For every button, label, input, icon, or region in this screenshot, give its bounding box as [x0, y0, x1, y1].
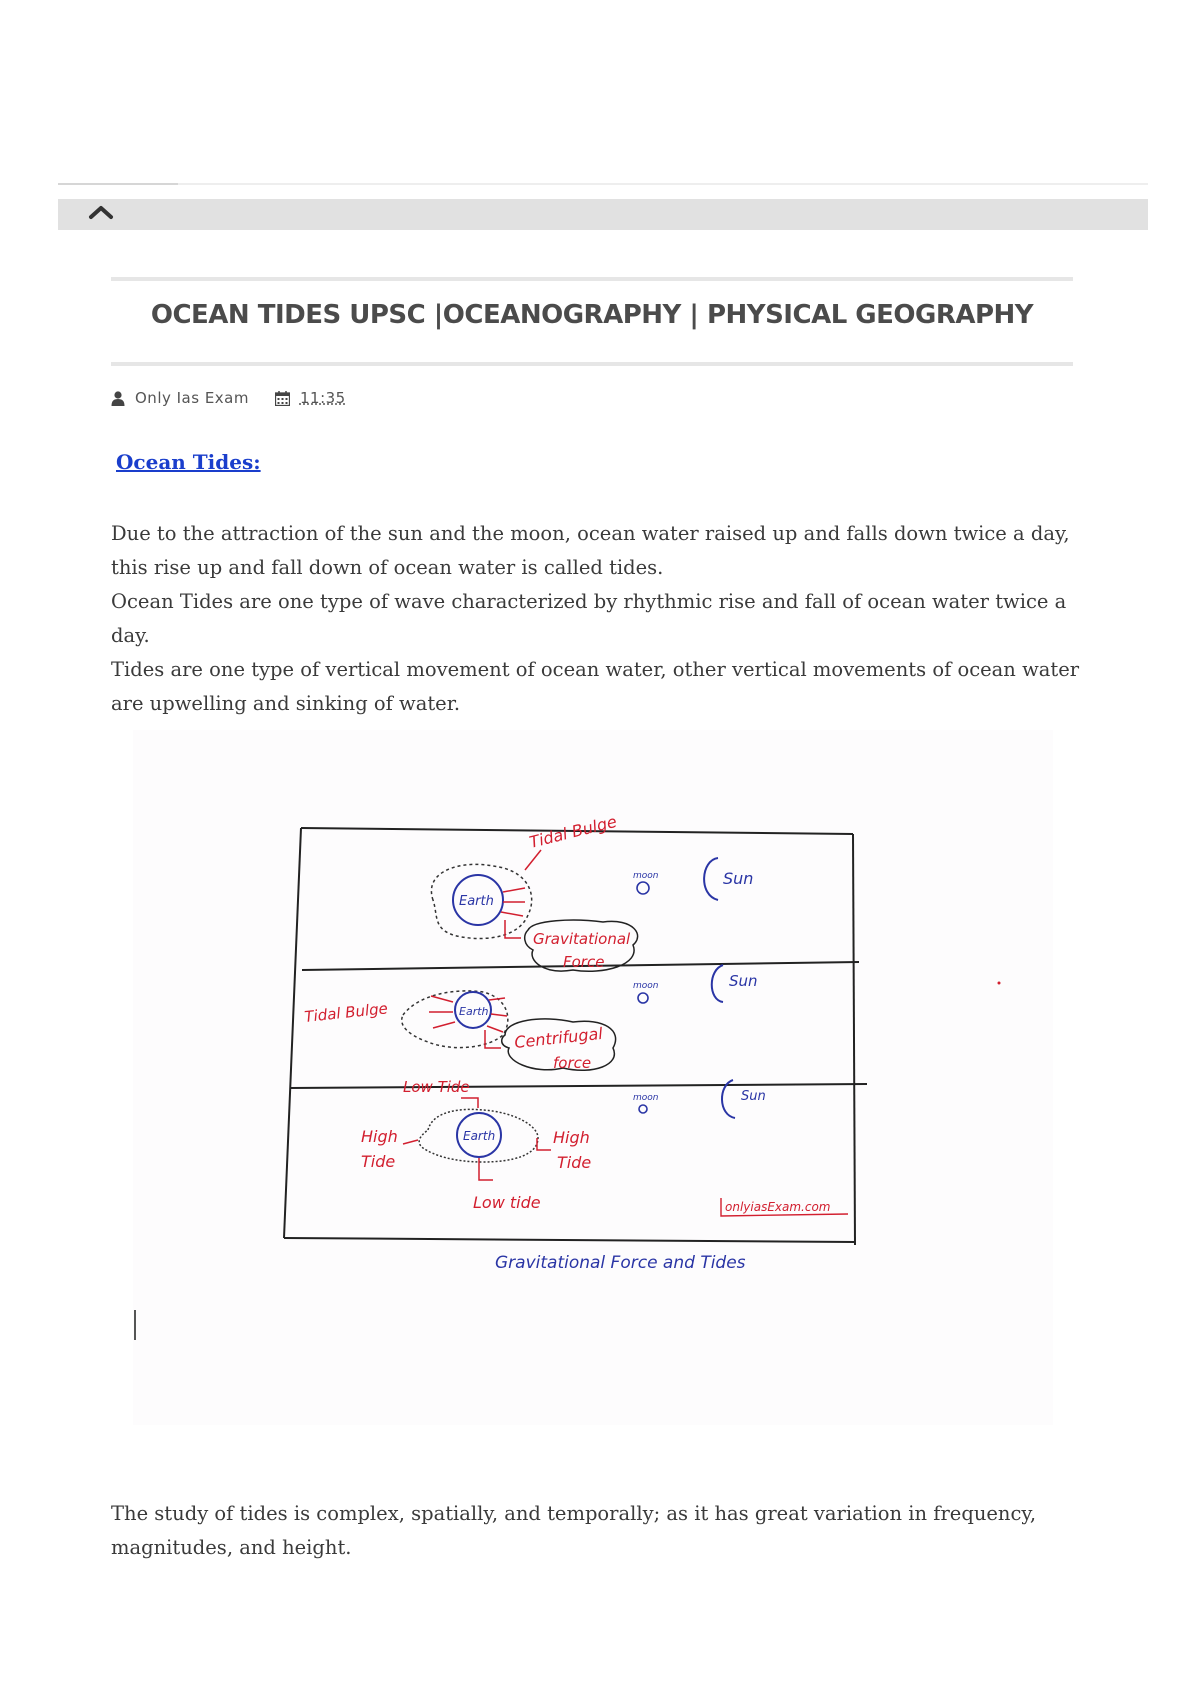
- tides-diagram: [133, 730, 1053, 1425]
- low-tide-bottom-label: Low tide: [473, 1193, 541, 1212]
- low-tide-top-label: Low Tide: [403, 1078, 470, 1096]
- paragraph-3: Tides are one type of vertical movement of ocean water, other vertical movements of ocean water are upwelling and sinking of water.: [111, 658, 1080, 715]
- section-heading-link[interactable]: Ocean Tides:: [116, 450, 261, 474]
- post-title: OCEAN TIDES UPSC |OCEANOGRAPHY | PHYSICAL GEOGRAPHY: [150, 300, 1034, 330]
- force-label-2b: force: [553, 1054, 592, 1072]
- paragraph-1: Due to the attraction of the sun and the moon, ocean water raised up and falls down twice a day, this rise up and fall down of ocean water is called tides.: [111, 522, 1070, 579]
- sun-arc-1: [704, 858, 718, 900]
- paragraph-2: Ocean Tides are one type of wave characterized by rhythmic rise and fall of ocean water twice a day.: [111, 590, 1067, 647]
- closing-paragraph: [111, 1497, 1081, 1565]
- sun-label-3: Sun: [741, 1089, 766, 1104]
- force-label-1a: Gravitational: [533, 930, 631, 948]
- title-bottom-rule: [111, 362, 1073, 366]
- sun-label-2: Sun: [729, 972, 758, 990]
- author-name[interactable]: Only Ias Exam: [135, 389, 249, 407]
- tidal-bulge-label-2: Tidal Bulge: [303, 999, 389, 1026]
- earth-label-1: Earth: [459, 894, 494, 909]
- force-label-2a: Centrifugal: [513, 1023, 604, 1052]
- figure-caption: Gravitational Force and Tides: [495, 1253, 746, 1273]
- moon-label-2: moon: [633, 981, 659, 991]
- moon-circle-2: [638, 993, 648, 1003]
- high-tide-left-1: High: [361, 1127, 398, 1146]
- top-divider-accent: [58, 183, 178, 185]
- tides-diagram-image: [133, 730, 1053, 1425]
- scroll-top-bar[interactable]: [58, 199, 1148, 230]
- intro-paragraphs: [111, 517, 1081, 721]
- sun-label-1: Sun: [723, 869, 754, 888]
- high-tide-left-2: Tide: [361, 1152, 396, 1171]
- earth-label-2: Earth: [459, 1005, 489, 1018]
- high-tide-right-2: Tide: [557, 1153, 592, 1172]
- moon-circle-3: [639, 1105, 647, 1113]
- title-top-rule: [111, 277, 1073, 281]
- paragraph-4: The study of tides is complex, spatially, and temporally; as it has great variation in frequency, magnitudes, and height.: [111, 1502, 1037, 1559]
- post-meta: [111, 387, 346, 409]
- moon-label-1: moon: [633, 871, 659, 881]
- tidal-bulge-label-1: Tidal Bulge: [527, 811, 619, 852]
- top-divider: [58, 183, 1148, 185]
- user-icon: [111, 391, 125, 406]
- high-tide-right-1: High: [553, 1128, 590, 1147]
- earth-label-3: Earth: [463, 1129, 496, 1143]
- moon-circle-1: [637, 882, 649, 894]
- sun-arc-2: [712, 965, 723, 1002]
- post-time[interactable]: 11:35: [299, 389, 346, 407]
- chevron-up-icon[interactable]: [88, 199, 114, 225]
- calendar-icon: [275, 391, 290, 406]
- force-label-1b: Force: [563, 953, 605, 971]
- watermark: onlyiasExam.com: [725, 1200, 831, 1214]
- moon-label-3: moon: [633, 1093, 659, 1103]
